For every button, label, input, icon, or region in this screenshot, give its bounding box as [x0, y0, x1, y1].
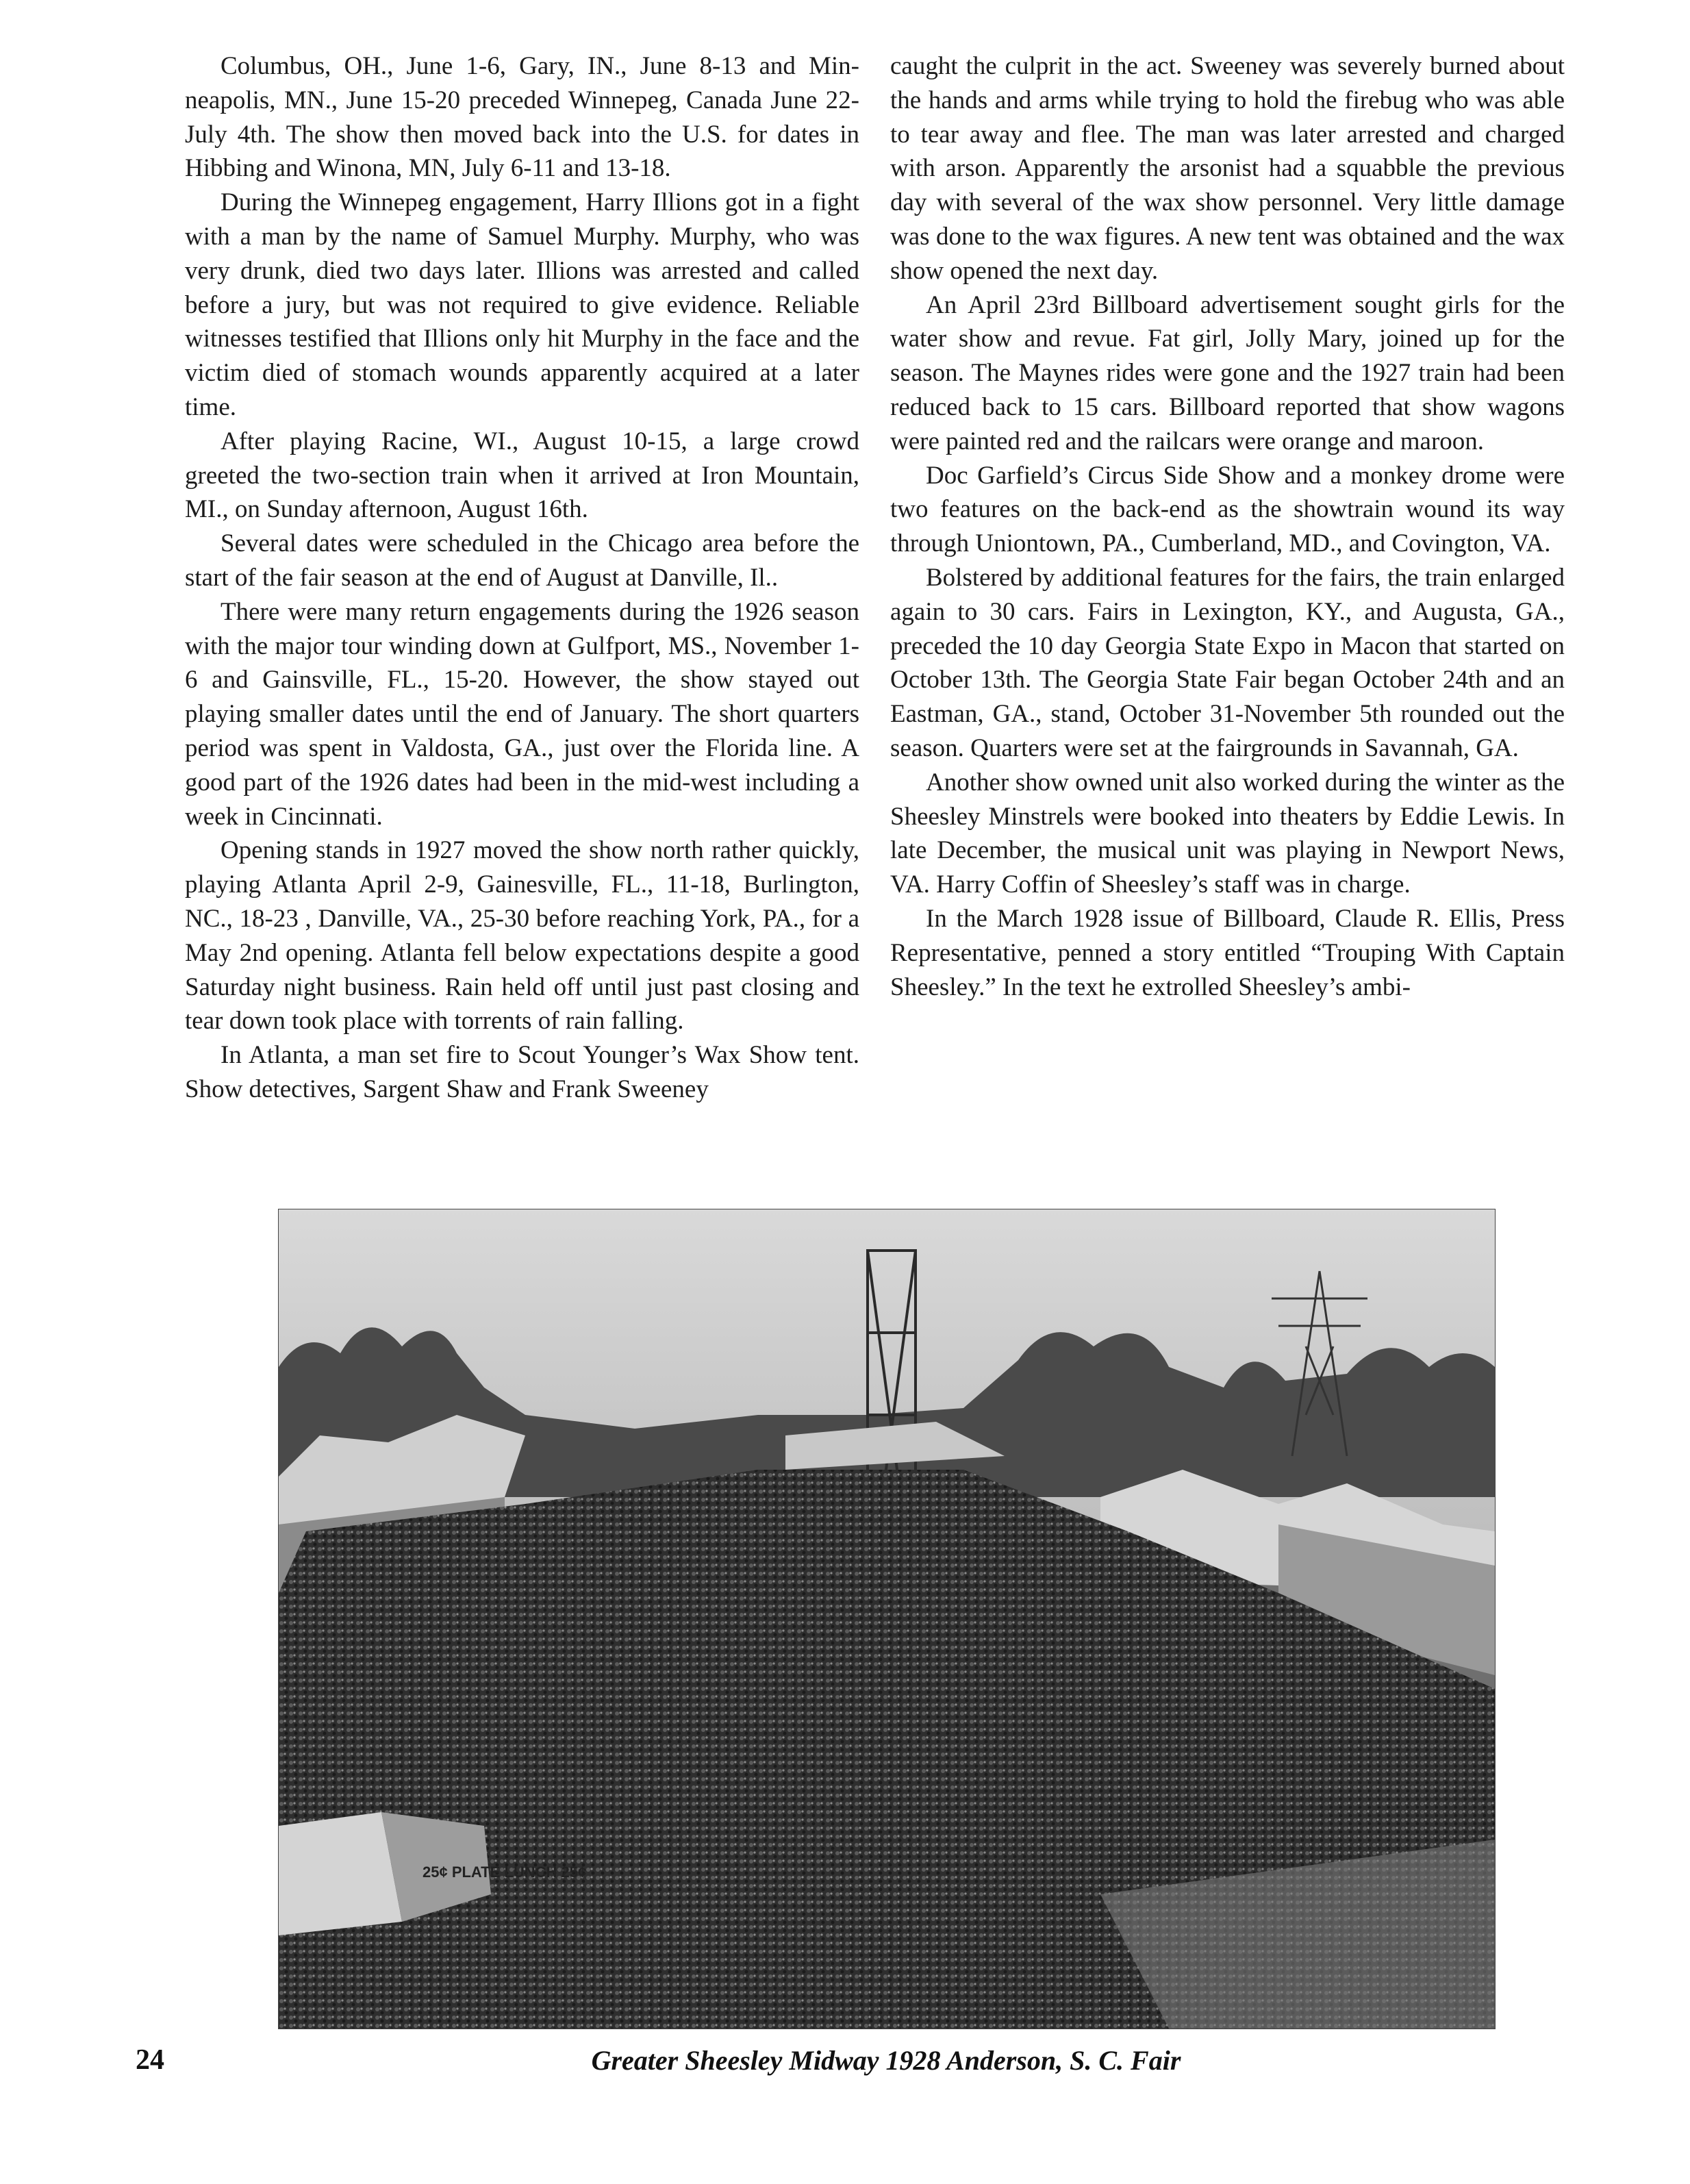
article-paragraph: An April 23rd Billboard advertisement sought girls for the water show and revue. Fat girl, Jolly Mary, joined up for the season. The Maynes rides were gone and the 1927 train had been reduced back to 15 cars. Billboard reported that show wagons were painted red and the railcars were orange and maroon. [890, 290, 1565, 455]
page-number: 24 [136, 2044, 164, 2076]
article-paragraph: Doc Garfield’s Circus Side Show and a monkey drome were two features on the back-end as the showtrain wound its way through Uniontown, PA., Cumberland, MD., and Covington, VA. [890, 461, 1565, 558]
article-column-right [890, 49, 1565, 1004]
article-paragraph: Another show owned unit also worked during the winter as the Sheesley Minstrels were booked into theaters by Eddie Lewis. In late December, the musical unit was playing in Newport News, VA. Harry Coffin of Sheesley’s staff was in charge. [890, 768, 1565, 899]
article-paragraph: There were many return engagements during the 1926 season with the major tour winding down at Gulfport, MS., November 1-6 and Gainsville, FL., 15-20. However, the show stayed out playing smaller dates until the end of January. The short quarters period was spent in Valdosta, GA., just over the Florida line. A good part of the 1926 dates had been in the mid-west including a week in Cincinnati. [185, 597, 859, 831]
article-column-left [185, 49, 859, 1107]
article-paragraph: Opening stands in 1927 moved the show north rather quickly, playing Atlanta April 2-9, Gainesville, FL., 11-18, Burlington, NC., 18-23 , Danville, VA., 25-30 before reaching York, PA., for a May 2nd opening. Atlanta fell below expectations despite a good Saturday night business. Rain held off until just past closing and tear down took place with torrents of rain falling. [185, 836, 859, 1035]
article-paragraph: Columbus, OH., June 1-6, Gary, IN., June 8-13 and Minneapolis, MN., June 15-20 preceded Winnepeg, Canada June 22-July 4th. The show then moved back into the U.S. for dates in Hibbing and Winona, MN, July 6-11 and 13-18. [185, 52, 859, 183]
article-paragraph: During the Winnepeg engagement, Harry Illions got in a fight with a man by the name of Samuel Murphy. Murphy, who was very drunk, died two days later. Illions was arrested and called before a jury, but was not required to give evidence. Reliable witnesses testified that Illions only hit Murphy in the face and the victim died of stomach wounds apparently acquired at a later time. [185, 188, 859, 421]
article-paragraph: In the March 1928 issue of Billboard, Claude R. Ellis, Press Representative, penned a story entitled “Trouping With Captain Sheesley.” In the text he extrolled Sheesley’s ambi- [890, 904, 1565, 1001]
article-paragraph: In Atlanta, a man set fire to Scout Younger’s Wax Show tent. Show detectives, Sargent Shaw and Frank Sweeney [185, 1041, 859, 1103]
plate-lunch-sign: 25¢ PLATE LUNCH 25¢ [422, 1863, 587, 1881]
article-paragraph: Several dates were scheduled in the Chicago area before the start of the fair season at the end of August at Danville, Il.. [185, 529, 859, 592]
midway-photograph [278, 1209, 1496, 2029]
article-paragraph: After playing Racine, WI., August 10-15, a large crowd greeted the two-section train when it arrived at Iron Mountain, MI., on Sunday afternoon, August 16th. [185, 427, 859, 524]
photo-caption: Greater Sheesley Midway 1928 Anderson, S. C. Fair [591, 2045, 1181, 2076]
article-paragraph: Bolstered by additional features for the fairs, the train enlarged again to 30 cars. Fairs in Lexington, KY., and Augusta, GA., preceded the 10 day Georgia State Expo in Macon that started on October 13th. The Georgia State Fair began October 24th and an Eastman, GA., stand, October 31-November 5th rounded out the season. Quarters were set at the fairgrounds in Savannah, GA. [890, 563, 1565, 762]
article-paragraph: caught the culprit in the act. Sweeney was severely burned about the hands and arms while trying to hold the firebug who was able to tear away and flee. The man was later arrested and charged with arson. Apparently the arsonist had a squabble the previous day with several of the wax show personnel. Very little damage was done to the wax figures. A new tent was obtained and the wax show opened the next day. [890, 52, 1565, 285]
